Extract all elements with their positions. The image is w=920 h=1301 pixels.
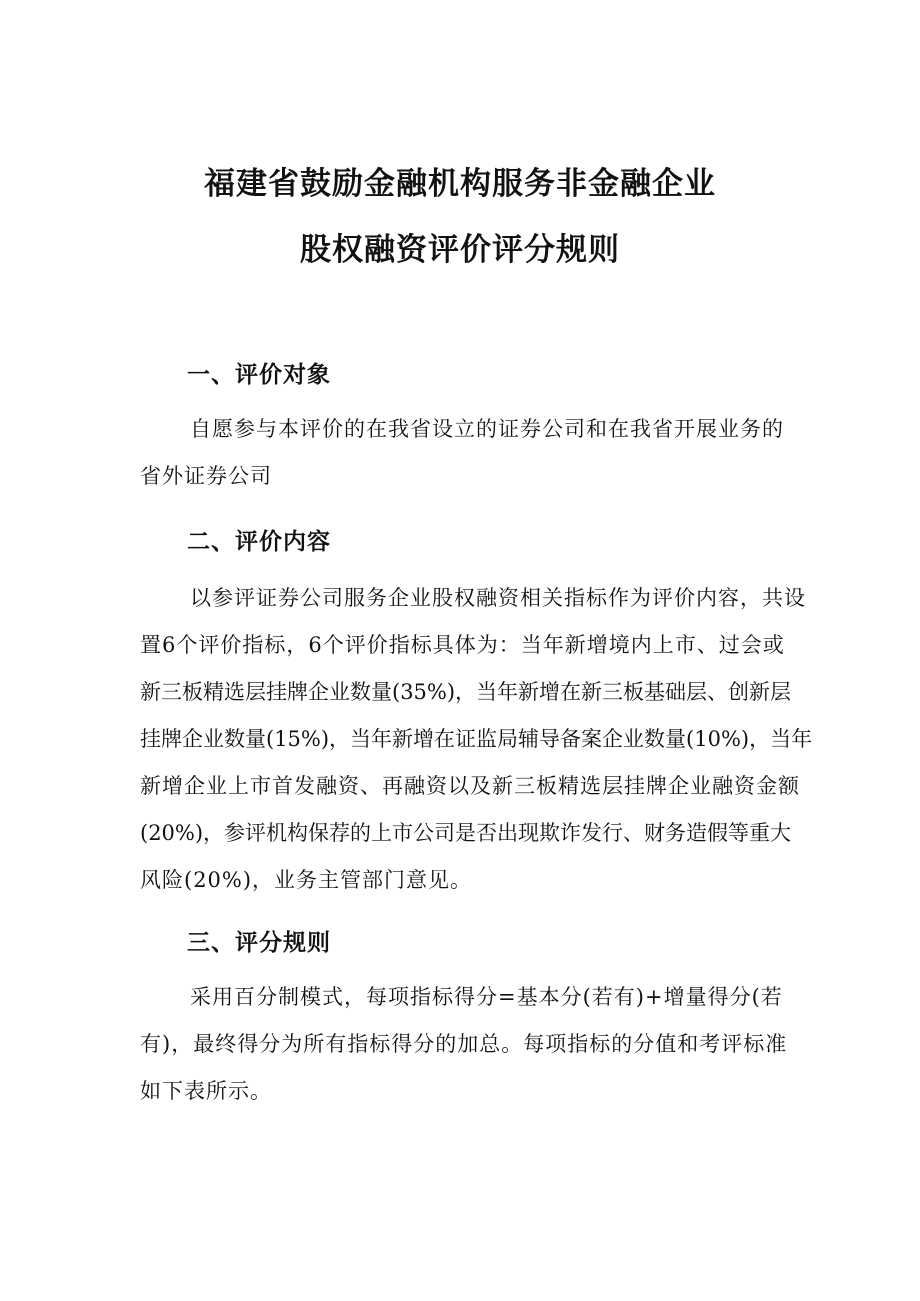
paragraph-line: 有)，最终得分为所有指标得分的加总。每项指标的分值和考评标准: [140, 1032, 788, 1056]
paragraph-line: 省外证券公司: [140, 464, 272, 488]
section-body-evaluation-content: [140, 575, 832, 904]
document-title-line-1: 福建省鼓励金融机构服务非金融企业: [204, 166, 716, 202]
paragraph-line: 置6个评价指标，6个评价指标具体为：当年新增境内上市、过会或: [140, 633, 785, 657]
section-heading-scoring-rules: 三、评分规则: [187, 930, 331, 956]
paragraph-line: 挂牌企业数量(15%)，当年新增在证监局辅导备案企业数量(10%)，当年: [140, 727, 813, 751]
section-heading-evaluation-content: 二、评价内容: [187, 529, 331, 555]
document-title-line-2: 股权融资评价评分规则: [300, 232, 620, 268]
paragraph-line: 以参评证券公司服务企业股权融资相关指标作为评价内容，共设: [190, 586, 806, 610]
paragraph-line: 如下表所示。: [140, 1079, 272, 1103]
paragraph-line: 风险(20%)，业务主管部门意见。: [140, 868, 473, 892]
paragraph-line: 自愿参与本评价的在我省设立的证券公司和在我省开展业务的: [190, 417, 784, 441]
paragraph-line: 新增企业上市首发融资、再融资以及新三板精选层挂牌企业融资金额: [140, 774, 800, 798]
section-body-evaluation-target: [140, 406, 832, 500]
paragraph-line: 新三板精选层挂牌企业数量(35%)，当年新增在新三板基础层、创新层: [140, 680, 792, 704]
paragraph-line: 采用百分制模式，每项指标得分=基本分(若有)+增量得分(若: [190, 985, 783, 1009]
paragraph-line: (20%)，参评机构保荐的上市公司是否出现欺诈发行、财务造假等重大: [140, 821, 792, 845]
section-heading-evaluation-target: 一、评价对象: [187, 362, 331, 388]
section-body-scoring-rules: [140, 974, 832, 1115]
